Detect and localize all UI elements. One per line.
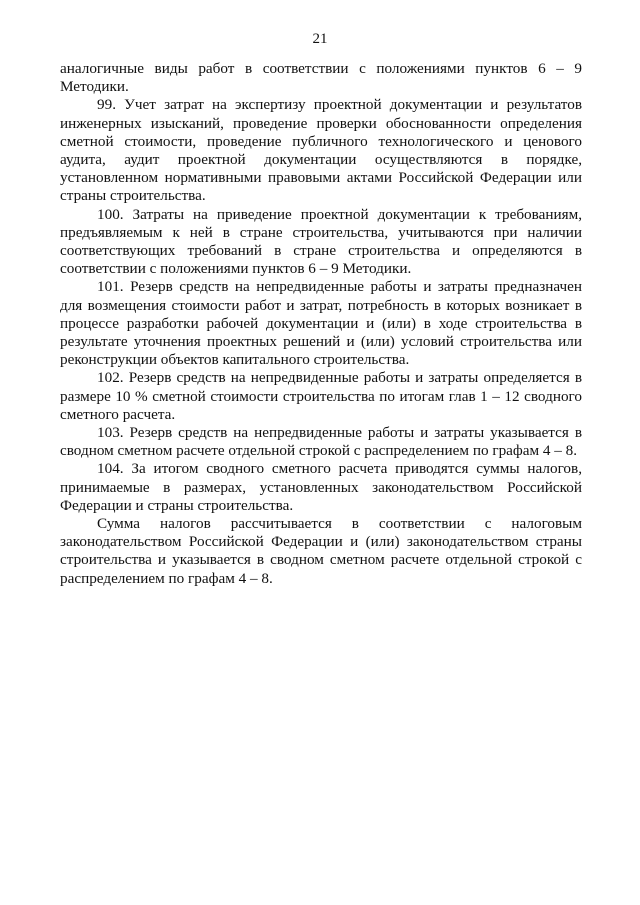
paragraph-104: 104. За итогом сводного сметного расчета приводятся суммы налогов, принимаемые в размерах, установленных законодательством Российской Федерации и страны строительства. xyxy=(60,460,582,514)
paragraph-103: 103. Резерв средств на непредвиденные работы и затраты указывается в сводном сметном расчете отдельной строкой с распределением по графам 4 – 8. xyxy=(60,424,582,460)
paragraph-continuation: аналогичные виды работ в соответствии с положениями пунктов 6 – 9 Методики. xyxy=(60,60,582,96)
page-number: 21 xyxy=(312,31,328,47)
paragraph-tax-sum: Сумма налогов рассчитывается в соответствии с налоговым законодательством Российской Федерации и (или) законодательством страны строительства и указывается в сводном сметном расчете отдельной строкой с распределением по графам 4 – 8. xyxy=(60,515,582,587)
paragraph-101: 101. Резерв средств на непредвиденные работы и затраты предназначен для возмещения стоимости работ и затрат, потребность в которых возникает в процессе разработки рабочей документации и (или) в ходе строительства в результате уточнения проектных решений и (или) условий строительства или реконструкции объектов капитального строительства. xyxy=(60,278,582,369)
paragraph-99: 99. Учет затрат на экспертизу проектной документации и результатов инженерных изысканий, проведение проверки обоснованности определения сметной стоимости, проведение публичного технологического и ценового аудита, аудит проектной документации осуществляются в порядке, установленном нормативными правовыми актами Российской Федерации или страны строительства. xyxy=(60,96,582,205)
document-body xyxy=(60,60,582,588)
paragraph-102: 102. Резерв средств на непредвиденные работы и затраты определяется в размере 10 % сметной стоимости строительства по итогам глав 1 – 12 сводного сметного расчета. xyxy=(60,369,582,423)
paragraph-100: 100. Затраты на приведение проектной документации к требованиям, предъявляемым к ней в стране строительства, учитываются при наличии соответствующих требований в стране строительства и определяются в соответствии с положениями пунктов 6 – 9 Методики. xyxy=(60,205,582,278)
